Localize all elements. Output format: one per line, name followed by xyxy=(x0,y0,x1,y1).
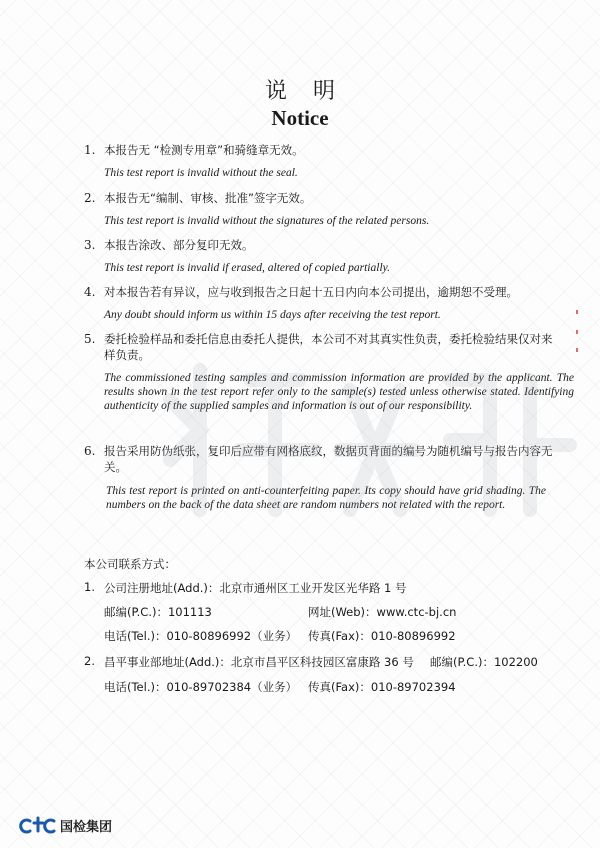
contact-1-postcode: 邮编(P.C.)：101113 xyxy=(104,605,212,619)
item-text-chinese: 本报告涂改、部分复印无效。 xyxy=(104,238,254,252)
item-text-english: Any doubt should inform us within 15 days after receiving the test report. xyxy=(104,309,441,321)
contact-2-telephone: 电话(Tel.)：010-89702384（业务） xyxy=(104,680,298,694)
item-text-english: The commissioned testing samples and commission information are provided by the applicant. The results shown in the test report refer only to the sample(s) tested unless otherwise stated. Identifying authenticity of the supplied samples and information is out of our responsibility. xyxy=(104,372,574,412)
item-text-english: This test report is invalid without the signatures of the related persons. xyxy=(104,215,430,227)
contact-1-telephone: 电话(Tel.)：010-80896992（业务） xyxy=(104,629,298,643)
contact-1-number: 1. xyxy=(84,580,95,594)
contact-1-fax: 传真(Fax)：010-80896992 xyxy=(308,629,456,643)
contact-2-address: 昌平事业部地址(Add.)：北京市昌平区科技园区富康路 36 号 xyxy=(104,655,414,669)
item-text-chinese: 本报告无 “检测专用章”和骑缝章无效。 xyxy=(104,143,304,157)
item-number: 6. xyxy=(84,444,96,458)
contact-2-number: 2. xyxy=(84,654,95,668)
title-english: Notice xyxy=(271,106,329,130)
title-chinese: 说明 xyxy=(264,79,361,104)
item-number: 5. xyxy=(84,332,96,346)
item-number: 1. xyxy=(84,143,96,157)
item-text-chinese: 对本报告若有异议，应与收到报告之日起十五日内向本公司提出，逾期恕不受理。 xyxy=(104,285,518,299)
item-text-english: This test report is invalid if erased, altered of copied partially. xyxy=(104,262,390,274)
item-text-chinese: 本报告无“编制、审核、批准”签字无效。 xyxy=(104,191,312,205)
item-number: 3. xyxy=(84,238,96,252)
contact-title: 本公司联系方式： xyxy=(84,557,176,571)
logo-company-name: 国检集团 xyxy=(60,820,113,835)
item-text-chinese: 报告采用防伪纸张，复印后应带有网格底纹，数据页背面的编号为随机编号与报告内容无关。 xyxy=(104,444,553,474)
item-number: 2. xyxy=(84,191,96,205)
item-text-english: This test report is printed on anti-counterfeiting paper. Its copy should have grid shading. The numbers on the back of the data sheet are random numbers not related with the report. xyxy=(106,485,546,511)
seal-edge-mark xyxy=(572,300,582,380)
item-text-english: This test report is invalid without the seal. xyxy=(104,167,298,179)
contact-1-website: 网址(Web)：www.ctc-bj.cn xyxy=(308,605,457,619)
item-text-chinese: 委托检验样品和委托信息由委托人提供，本公司不对其真实性负责，委托检验结果仅对来样负责。 xyxy=(104,332,553,362)
contact-2-postcode: 邮编(P.C.)：102200 xyxy=(430,655,538,669)
item-number: 4. xyxy=(84,285,96,299)
contact-2-fax: 传真(Fax)：010-89702394 xyxy=(308,680,456,694)
contact-1-address: 公司注册地址(Add.)：北京市通州区工业开发区光华路 1 号 xyxy=(104,581,407,595)
